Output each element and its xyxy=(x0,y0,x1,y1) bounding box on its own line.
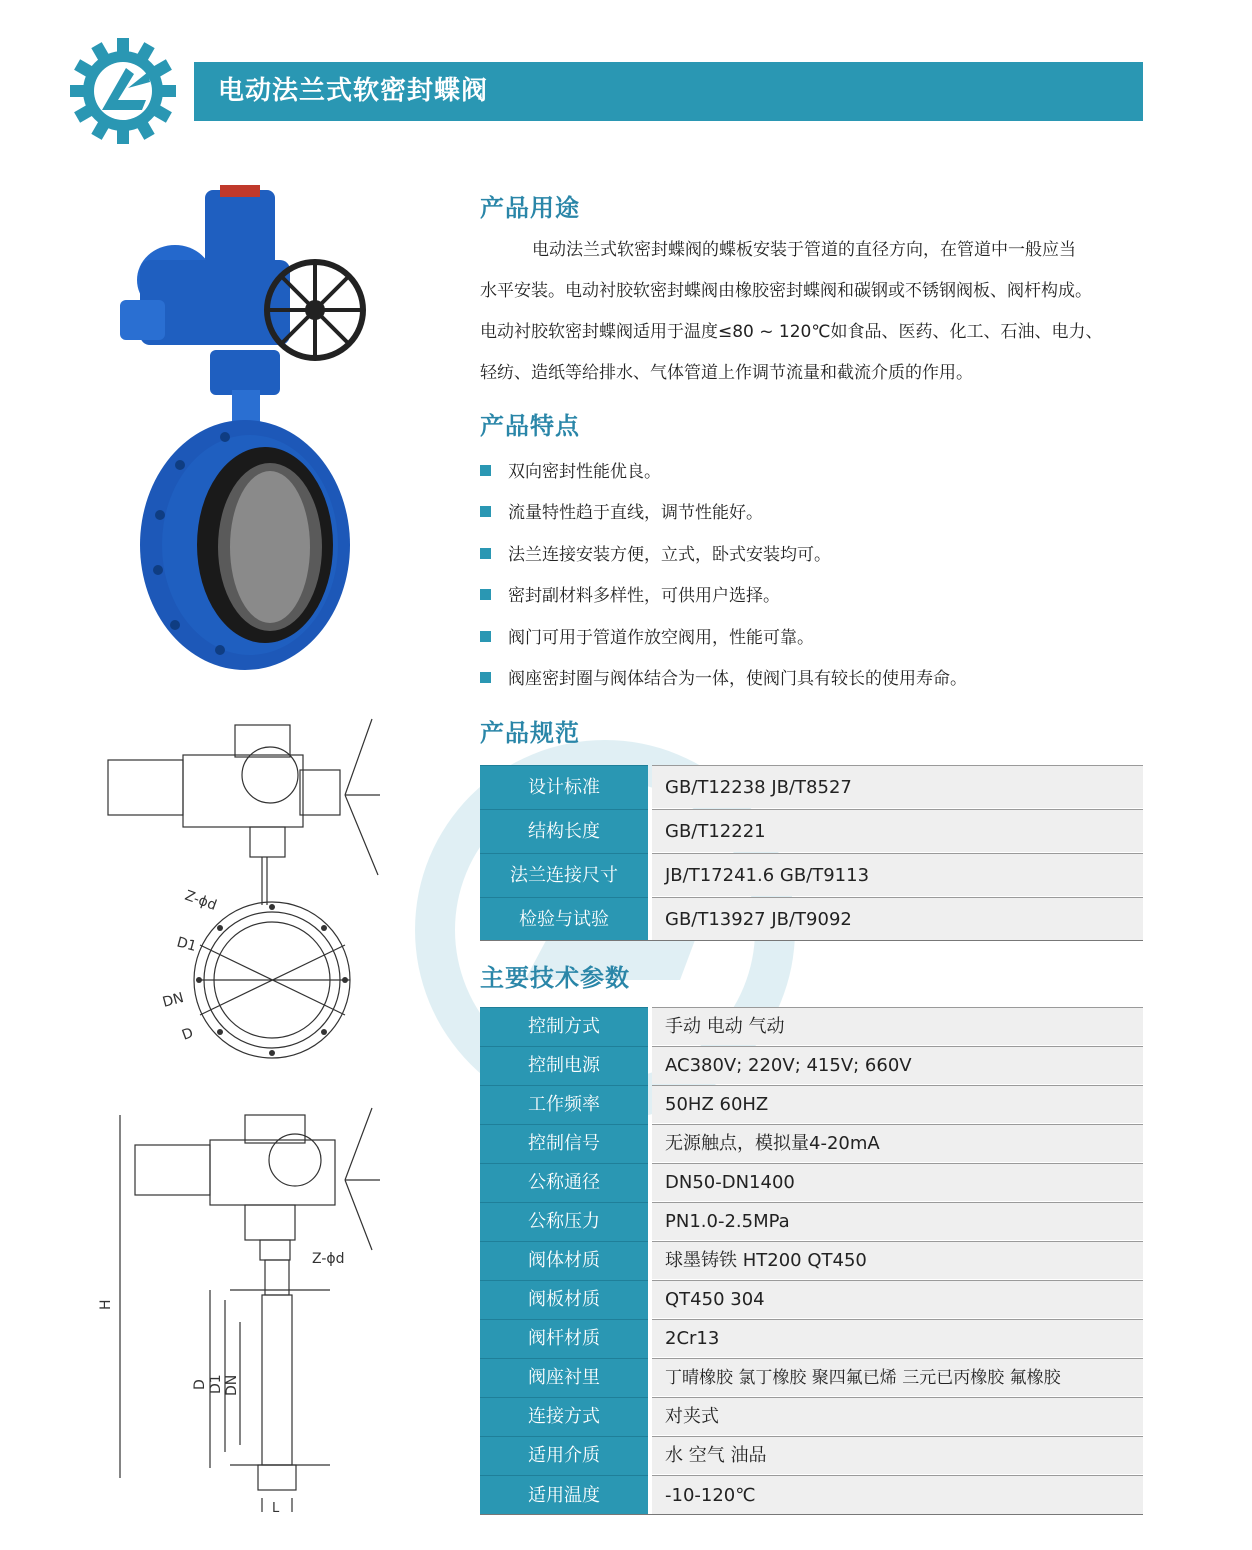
usage-heading: 产品用途 xyxy=(480,194,580,222)
param-row: 控制信号 无源触点，模拟量4-20mA xyxy=(480,1124,1143,1162)
params-table-bottom-line xyxy=(480,1514,1143,1515)
bullet-square-icon xyxy=(480,506,491,517)
param-row: 公称压力 PN1.0-2.5MPa xyxy=(480,1202,1143,1240)
spec-row: 检验与试验 GB/T13927 JB/T9092 xyxy=(480,897,1143,940)
features-heading: 产品特点 xyxy=(480,412,580,440)
label-d: D xyxy=(179,1025,196,1044)
usage-line-3: 电动衬胶软密封蝶阀适用于温度≤80 ~ 120℃如食品、医药、化工、石油、电力、 xyxy=(480,322,1103,342)
feature-item: 法兰连接安装方便，立式，卧式安装均可。 xyxy=(480,540,831,570)
param-row: 连接方式 对夹式 xyxy=(480,1397,1143,1435)
param-row: 控制方式 手动 电动 气动 xyxy=(480,1007,1143,1045)
param-row: 工作频率 50HZ 60HZ xyxy=(480,1085,1143,1123)
label-h: H xyxy=(98,1299,114,1310)
feature-item: 密封副材料多样性，可供用户选择。 xyxy=(480,581,780,611)
feature-item: 阀门可用于管道作放空阀用，性能可靠。 xyxy=(480,623,814,653)
usage-paragraph xyxy=(480,230,1143,394)
param-row: 适用温度 -10-120℃ xyxy=(480,1475,1143,1514)
spec-row: 结构长度 GB/T12221 xyxy=(480,809,1143,852)
technical-drawing-side-view xyxy=(100,1100,390,1520)
label-l: L xyxy=(272,1501,280,1516)
label-z-phi-d-side: Z-ϕd xyxy=(312,1251,345,1267)
bullet-square-icon xyxy=(480,465,491,476)
label-d-side: D xyxy=(192,1379,208,1390)
param-row: 阀座衬里 丁晴橡胶 氯丁橡胶 聚四氟已烯 三元已丙橡胶 氟橡胶 xyxy=(480,1358,1143,1396)
feature-item: 流量特性趋于直线，调节性能好。 xyxy=(480,498,763,528)
technical-drawing-front-view xyxy=(100,715,390,1085)
bullet-square-icon xyxy=(480,589,491,600)
product-photo-valve xyxy=(120,185,370,665)
param-row: 公称通径 DN50-DN1400 xyxy=(480,1163,1143,1201)
spec-row: 设计标准 GB/T12238 JB/T8527 xyxy=(480,765,1143,808)
company-logo-gear-icon xyxy=(68,36,178,146)
param-row: 阀板材质 QT450 304 xyxy=(480,1280,1143,1318)
bullet-square-icon xyxy=(480,672,491,683)
param-row: 适用介质 水 空气 油品 xyxy=(480,1436,1143,1474)
label-d1-side: D1 xyxy=(208,1374,224,1394)
feature-item: 双向密封性能优良。 xyxy=(480,457,661,487)
bullet-square-icon xyxy=(480,548,491,559)
param-row: 阀杆材质 2Cr13 xyxy=(480,1319,1143,1357)
spec-heading: 产品规范 xyxy=(480,719,580,747)
spec-row: 法兰连接尺寸 JB/T17241.6 GB/T9113 xyxy=(480,853,1143,896)
label-d1: D1 xyxy=(174,934,199,955)
param-row: 控制电源 AC380V; 220V; 415V; 660V xyxy=(480,1046,1143,1084)
param-row: 阀体材质 球墨铸铁 HT200 QT450 xyxy=(480,1241,1143,1279)
spec-table-bottom-line xyxy=(480,940,1143,941)
page-title: 电动法兰式软密封蝶阀 xyxy=(218,76,489,106)
bullet-square-icon xyxy=(480,631,491,642)
usage-line-1: 电动法兰式软密封蝶阀的蝶板安装于管道的直径方向，在管道中一般应当 xyxy=(532,240,1076,260)
label-dn-side: DN xyxy=(224,1374,240,1396)
feature-item: 阀座密封圈与阀体结合为一体，使阀门具有较长的使用寿命。 xyxy=(480,664,967,694)
label-z-phi-d: Z-ϕd xyxy=(182,887,219,914)
label-dn: DN xyxy=(160,989,186,1011)
usage-line-2: 水平安装。电动衬胶软密封蝶阀由橡胶密封蝶阀和碳钢或不锈钢阀板、阀杆构成。 xyxy=(480,281,1092,301)
usage-line-4: 轻纺、造纸等给排水、气体管道上作调节流量和截流介质的作用。 xyxy=(480,363,973,383)
params-heading: 主要技术参数 xyxy=(480,964,630,992)
